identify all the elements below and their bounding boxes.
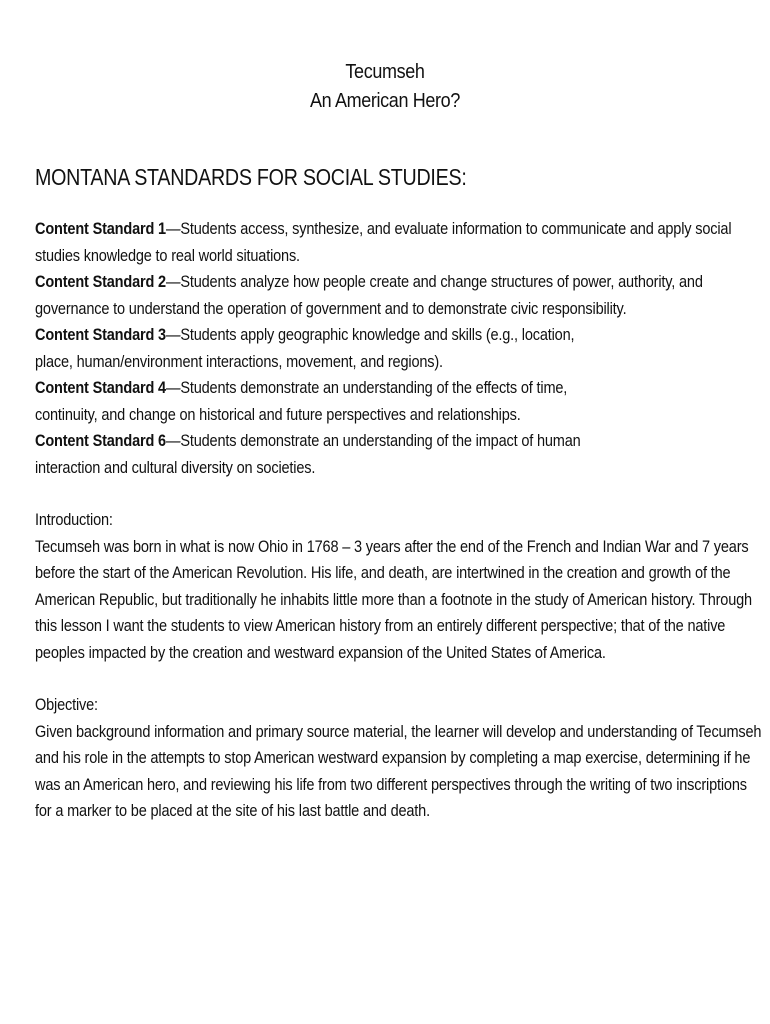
document-title <box>39 58 732 116</box>
introduction-heading: Introduction: <box>35 510 113 529</box>
standard-label: Content Standard 1 <box>35 219 166 238</box>
introduction-section <box>35 507 752 666</box>
standard-text: —Students access, synthesize, and evaluate information to communicate and apply social <box>165 219 732 238</box>
objective-line: Given background information and primary source material, the learner will develop and understanding of Tecumseh <box>35 721 762 741</box>
standard-text-continued: studies knowledge to real world situations. <box>35 245 300 265</box>
objective-section <box>35 692 762 825</box>
introduction-line: American Republic, but traditionally he inhabits little more than a footnote in the study of American history. Through <box>35 589 752 609</box>
standard-text: —Students apply geographic knowledge and skills (e.g., location, <box>165 325 575 344</box>
standard-label: Content Standard 4 <box>35 378 166 397</box>
introduction-line: before the start of the American Revolution. His life, and death, are intertwined in the creation and growth of the <box>35 563 731 582</box>
standard-text: —Students analyze how people create and change structures of power, authority, and <box>165 272 703 291</box>
standards-heading: MONTANA STANDARDS FOR SOCIAL STUDIES: <box>35 164 467 190</box>
standard-label: Content Standard 3 <box>35 325 166 344</box>
standard-text-continued: place, human/environment interactions, movement, and regions). <box>35 351 443 371</box>
introduction-line: peoples impacted by the creation and westward expansion of the United States of America. <box>35 642 606 662</box>
standard-label: Content Standard 6 <box>35 431 166 450</box>
standard-text: —Students demonstrate an understanding of the effects of time, <box>165 378 568 397</box>
objective-line: was an American hero, and reviewing his life from two different perspectives through the writing of two inscriptions <box>35 774 747 794</box>
introduction-line: Tecumseh was born in what is now Ohio in 1768 – 3 years after the end of the French and Indian War and 7 years <box>35 536 749 556</box>
standard-text-continued: interaction and cultural diversity on societies. <box>35 457 316 477</box>
standard-item <box>35 428 668 455</box>
standard-label: Content Standard 2 <box>35 272 166 291</box>
title-line-1: Tecumseh <box>345 61 425 83</box>
standards-list <box>35 216 732 481</box>
objective-heading: Objective: <box>35 695 98 714</box>
standard-item <box>35 269 703 296</box>
standard-item <box>35 322 668 349</box>
title-line-2: An American Hero? <box>310 90 460 112</box>
introduction-line: this lesson I want the students to view American history from an entirely different perspective; that of the native <box>35 616 726 635</box>
objective-line: for a marker to be placed at the site of his last battle and death. <box>35 801 430 820</box>
document-body <box>35 163 762 825</box>
standard-text-continued: continuity, and change on historical and future perspectives and relationships. <box>35 404 521 424</box>
standard-text: —Students demonstrate an understanding of the impact of human <box>165 431 581 450</box>
standard-item <box>35 375 668 402</box>
standard-text-continued: governance to understand the operation of government and to demonstrate civic responsibility. <box>35 298 627 318</box>
standard-item <box>35 216 732 243</box>
objective-line: and his role in the attempts to stop American westward expansion by completing a map exercise, determining if he <box>35 748 751 767</box>
